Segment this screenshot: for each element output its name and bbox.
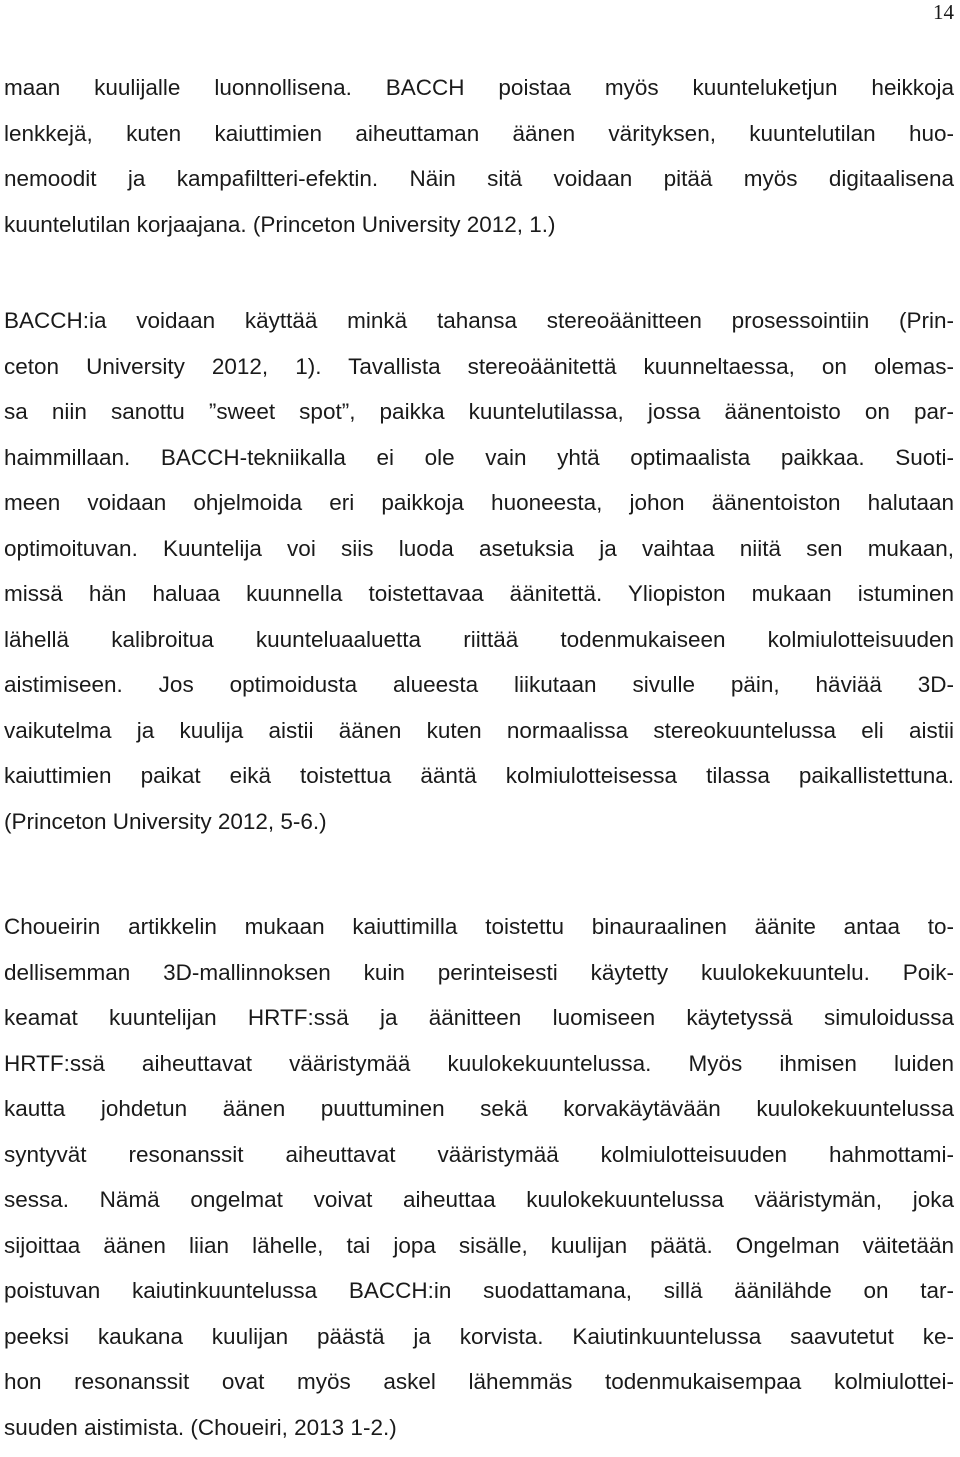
text-line: sessa. Nämä ongelmat voivat aiheuttaa kuulokekuuntelussa vääristymän, joka (4, 1187, 954, 1212)
text-line: lenkkejä, kuten kaiuttimien aiheuttaman äänen värityksen, kuuntelutilan huo- (4, 120, 954, 146)
text-line: (Princeton University 2012, 5-6.) (4, 808, 327, 834)
text-line: peeksi kaukana kuulijan päästä ja korvista. Kaiutinkuuntelussa saavutetut ke- (4, 1323, 954, 1349)
text-line: keamat kuuntelijan HRTF:ssä ja äänitteen luomiseen käytetyssä simuloidussa (4, 1005, 954, 1030)
text-line: nemoodit ja kampafiltteri-efektin. Näin sitä voidaan pitää myös digitaalisena (4, 166, 954, 191)
page-number: 14 (933, 0, 954, 24)
text-line: BACCH:ia voidaan käyttää minkä tahansa stereoäänitteen prosessointiin (Prin- (4, 308, 954, 333)
text-line: meen voidaan ohjelmoida eri paikkoja huoneesta, johon äänentoiston halutaan (4, 490, 954, 515)
text-line: vaikutelma ja kuulija aistii äänen kuten normaalissa stereokuuntelussa eli aistii (4, 717, 954, 743)
text-line: kautta johdetun äänen puuttuminen sekä korvakäytävään kuulokekuuntelussa (4, 1096, 954, 1121)
text-line: HRTF:ssä aiheuttavat vääristymää kuulokekuuntelussa. Myös ihmisen luiden (4, 1050, 954, 1076)
text-line: maan kuulijalle luonnollisena. BACCH poistaa myös kuunteluketjun heikkoja (4, 75, 954, 100)
text-line: poistuvan kaiutinkuuntelussa BACCH:in suodattamana, sillä äänilähde on tar- (4, 1278, 954, 1303)
text-line: kuuntelutilan korjaajana. (Princeton University 2012, 1.) (4, 211, 556, 237)
text-line: sa niin sanottu ”sweet spot”, paikka kuuntelutilassa, jossa äänentoisto on par- (4, 399, 954, 424)
paragraph-choueiri (4, 904, 954, 1450)
paragraph-bacch-intro (4, 65, 954, 247)
text-line: aistimiseen. Jos optimoidusta alueesta liikutaan sivulle päin, häviää 3D- (4, 672, 954, 697)
text-line: syntyvät resonanssit aiheuttavat vääristymää kolmiulotteisuuden hahmottami- (4, 1141, 954, 1167)
text-line: optimoituvan. Kuuntelija voi siis luoda asetuksia ja vaihtaa niitä sen mukaan, (4, 535, 954, 561)
text-line: kaiuttimien paikat eikä toistettua ääntä kolmiulotteisessa tilassa paikallistettuna. (4, 763, 954, 788)
text-line: Choueirin artikkelin mukaan kaiuttimilla toistettu binauraalinen äänite antaa to- (4, 914, 954, 939)
text-line: missä hän haluaa kuunnella toistettavaa äänitettä. Yliopiston mukaan istuminen (4, 581, 954, 606)
text-line: haimmillaan. BACCH-tekniikalla ei ole vain yhtä optimaalista paikkaa. Suoti- (4, 444, 954, 470)
text-line: ceton University 2012, 1). Tavallista stereoäänitettä kuunneltaessa, on olemas- (4, 353, 954, 379)
text-line: lähellä kalibroitua kuunteluaaluetta riittää todenmukaiseen kolmiulotteisuuden (4, 626, 954, 652)
text-line: hon resonanssit ovat myös askel lähemmäs todenmukaisempaa kolmiulottei- (4, 1369, 954, 1394)
text-line: sijoittaa äänen liian lähelle, tai jopa sisälle, kuulijan päätä. Ongelman väitetään (4, 1232, 954, 1258)
text-line: suuden aistimista. (Choueiri, 2013 1-2.) (4, 1414, 397, 1440)
paragraph-sweet-spot (4, 298, 954, 844)
text-line: dellisemman 3D-mallinnoksen kuin perinteisesti käytetty kuulokekuuntelu. Poik- (4, 959, 954, 985)
